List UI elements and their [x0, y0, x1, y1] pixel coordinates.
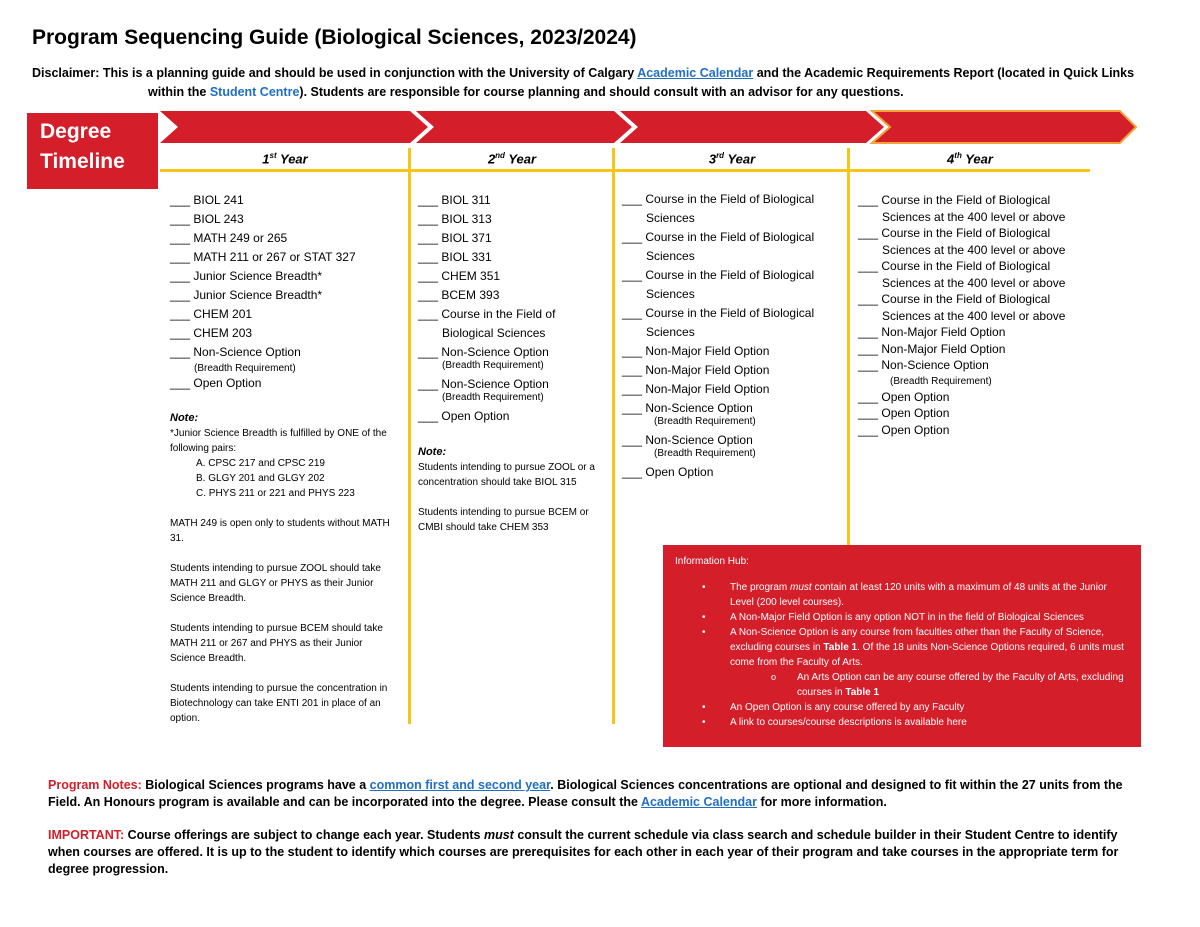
disclaimer: [32, 64, 1172, 102]
course-item: ___ Non-Major Field Option: [858, 325, 1006, 339]
year-2-notes: [418, 445, 608, 550]
year-3-courses: [622, 190, 844, 482]
course-item: ___ Course in the Field of Biological: [622, 192, 815, 206]
program-notes-text: Biological Sciences programs have a: [141, 778, 370, 792]
info-hub-list: [675, 580, 1127, 730]
course-item: ___ Open Option: [622, 465, 714, 479]
course-item: ___ Open Option: [858, 406, 950, 420]
academic-calendar-link-2[interactable]: Academic Calendar: [640, 795, 757, 809]
course-item: ___ Open Option: [418, 409, 510, 423]
course-item-cont: Sciences: [646, 325, 695, 339]
year-3-heading: 3rd Year: [708, 151, 756, 167]
info-hub-item: • An Open Option is any course offered by any Faculty: [675, 700, 1127, 715]
year-4-heading: 4th Year: [947, 151, 993, 167]
course-item: ___ BIOL 241: [170, 193, 244, 207]
year-1-heading: 1st Year: [262, 151, 308, 167]
year-2-heading: 2nd Year: [487, 151, 537, 167]
program-notes-text-2: . Biological Sciences concentrations are optional and designed to fit within the 27 units from the Field. An Honours program is available and can be incorporated into the degree. Please consult the: [48, 778, 1123, 809]
year-1-notes: [170, 411, 400, 741]
degree-timeline-label: [27, 113, 158, 189]
year-4-courses: [858, 192, 1098, 438]
info-hub-item: • A Non-Science Option is any course from faculties other than the Faculty of Science, excluding courses in Table 1. Of the 18 units Non-Science Options required, 6 units must come from the Faculty of Arts.: [675, 625, 1127, 670]
breadth-requirement: (Breadth Requirement): [442, 360, 544, 371]
chevron-year-3: [620, 111, 884, 143]
important-notice: [48, 827, 1138, 878]
disclaimer-text-2: and the Academic Requirements Report (located in Quick Links: [753, 66, 1135, 80]
course-item: ___ Course in the Field of: [418, 307, 556, 321]
course-item: ___ Course in the Field of Biological: [858, 193, 1051, 207]
column-divider-1: [408, 148, 411, 724]
course-item: ___ BIOL 371: [418, 231, 492, 245]
course-item: ___ Course in the Field of Biological: [622, 306, 815, 320]
chevron-year-2: [416, 111, 632, 143]
disclaimer-text: Disclaimer: This is a planning guide and should be used in conjunction with the University of Calgary: [32, 66, 638, 80]
breadth-requirement: (Breadth Requirement): [654, 448, 756, 459]
note-text: Students intending to pursue BCEM should take MATH 211 or 267 and PHYS as their Junior Science Breadth.: [170, 623, 383, 664]
important-label: IMPORTANT:: [48, 828, 125, 842]
disclaimer-text-3: within the: [148, 85, 210, 99]
course-item: ___ CHEM 203: [170, 326, 253, 340]
program-notes-label: Program Notes:: [48, 778, 142, 792]
note-text: Students intending to pursue ZOOL or a concentration should take BIOL 315: [418, 462, 595, 488]
degree-timeline-line2: Timeline: [40, 150, 125, 173]
note-text: *Junior Science Breadth is fulfilled by ONE of the following pairs:: [170, 428, 387, 454]
note-text: MATH 249 is open only to students without MATH 31.: [170, 518, 390, 544]
important-text: Course offerings are subject to change each year. Students: [124, 828, 484, 842]
course-item-cont: Sciences at the 400 level or above: [882, 308, 1066, 323]
course-item: ___ Course in the Field of Biological: [622, 230, 815, 244]
course-item: ___ CHEM 351: [418, 269, 501, 283]
course-item: ___ BIOL 313: [418, 212, 492, 226]
course-item: ___ MATH 249 or 265: [170, 231, 288, 245]
course-item: ___ Non-Major Field Option: [622, 363, 770, 377]
info-hub-title: Information Hub:: [675, 556, 749, 567]
course-item-cont: Sciences at the 400 level or above: [882, 209, 1066, 224]
course-item-cont: Sciences at the 400 level or above: [882, 242, 1066, 257]
course-item: ___ Non-Major Field Option: [858, 341, 1006, 356]
course-item: ___ Non-Major Field Option: [622, 344, 770, 358]
course-item: ___ Junior Science Breadth*: [170, 269, 323, 283]
breadth-requirement: (Breadth Requirement): [890, 375, 992, 387]
year-1-courses: [170, 191, 405, 393]
course-item: ___ Course in the Field of Biological: [858, 226, 1051, 240]
course-item: ___ Open Option: [858, 422, 950, 437]
breadth-requirement: (Breadth Requirement): [194, 363, 296, 374]
disclaimer-text-4: ). Students are responsible for course planning and should consult with an advisor for any questions.: [299, 85, 904, 99]
note-heading: Note:: [418, 446, 447, 458]
page-title: Program Sequencing Guide (Biological Sciences, 2023/2024): [32, 26, 637, 49]
course-item: ___ Course in the Field of Biological: [622, 268, 815, 282]
column-divider-2: [612, 148, 615, 724]
course-descriptions-link[interactable]: • A link to courses/course descriptions is available here: [675, 715, 1127, 730]
course-item: ___ Non-Science Option: [170, 345, 301, 359]
course-item: ___ Open Option: [858, 389, 950, 404]
breadth-requirement: (Breadth Requirement): [442, 392, 544, 403]
course-item-cont: Sciences: [646, 249, 695, 263]
information-hub: [663, 545, 1141, 747]
academic-calendar-link[interactable]: Academic Calendar: [637, 66, 754, 80]
info-hub-subitem: o An Arts Option can be any course offered by the Faculty of Arts, excluding courses in Table 1: [675, 670, 1127, 700]
note-text: Students intending to pursue BCEM or CMBI should take CHEM 353: [418, 507, 589, 533]
column-divider-3: [847, 148, 850, 546]
course-item: ___ Open Option: [170, 376, 262, 390]
course-item: ___ BIOL 331: [418, 250, 492, 264]
course-item: ___ Non-Major Field Option: [622, 382, 770, 396]
course-item: ___ CHEM 201: [170, 307, 253, 321]
timeline-arrows: [158, 108, 1140, 148]
common-first-second-year-link[interactable]: common first and second year: [369, 778, 551, 792]
course-item: ___ Course in the Field of Biological: [858, 292, 1051, 306]
course-item-cont: Biological Sciences: [442, 326, 546, 340]
note-heading: Note:: [170, 412, 199, 424]
course-item: ___ Course in the Field of Biological: [858, 259, 1051, 273]
chevron-year-4: [872, 111, 1136, 143]
important-text-2: consult the current schedule via class search and schedule builder in their Student Centre to identify when courses are offered. It is up to the student to identify which courses are prerequisites for each other in each year of their program and take courses in the appropriate term for degree progression.: [48, 828, 1119, 876]
info-hub-item: • The program must contain at least 120 units with a maximum of 48 units at the Junior Level (200 level courses).: [675, 580, 1127, 610]
course-item: ___ Non-Science Option: [622, 401, 753, 415]
info-hub-item: • A Non-Major Field Option is any option NOT in in the field of Biological Sciences: [675, 610, 1127, 625]
course-item: ___ Junior Science Breadth*: [170, 288, 323, 302]
breadth-requirement: (Breadth Requirement): [654, 416, 756, 427]
course-item-cont: Sciences: [646, 287, 695, 301]
chevron-year-1: [160, 111, 428, 143]
course-item: ___ BIOL 311: [418, 193, 491, 207]
program-notes-text-3: for more information.: [756, 795, 887, 809]
note-pair: C. PHYS 211 or 221 and PHYS 223: [196, 488, 355, 499]
note-text: Students intending to pursue the concentration in Biotechnology can take ENTI 201 in place of an option.: [170, 683, 388, 724]
note-pair: A. CPSC 217 and CPSC 219: [196, 458, 325, 469]
important-emphasis: must: [483, 828, 514, 842]
note-pair: B. GLGY 201 and GLGY 202: [196, 473, 325, 484]
course-item-cont: Sciences at the 400 level or above: [882, 275, 1066, 290]
degree-timeline-line1: Degree: [40, 120, 112, 143]
course-item: ___ Non-Science Option: [418, 345, 549, 359]
program-notes: [48, 777, 1128, 811]
course-item-cont: Sciences: [646, 211, 695, 225]
course-item: ___ Non-Science Option: [622, 433, 753, 447]
timeline-divider: [160, 169, 1090, 172]
course-item: ___ Non-Science Option: [418, 377, 549, 391]
student-centre-link[interactable]: Student Centre: [209, 85, 300, 99]
course-item: ___ MATH 211 or 267 or STAT 327: [170, 250, 356, 264]
note-text: Students intending to pursue ZOOL should take MATH 211 and GLGY or PHYS as their Junior Science Breadth.: [170, 563, 381, 604]
course-item: ___ Non-Science Option: [858, 358, 989, 372]
year-2-courses: [418, 191, 608, 426]
course-item: ___ BIOL 243: [170, 212, 244, 226]
course-item: ___ BCEM 393: [418, 288, 500, 302]
